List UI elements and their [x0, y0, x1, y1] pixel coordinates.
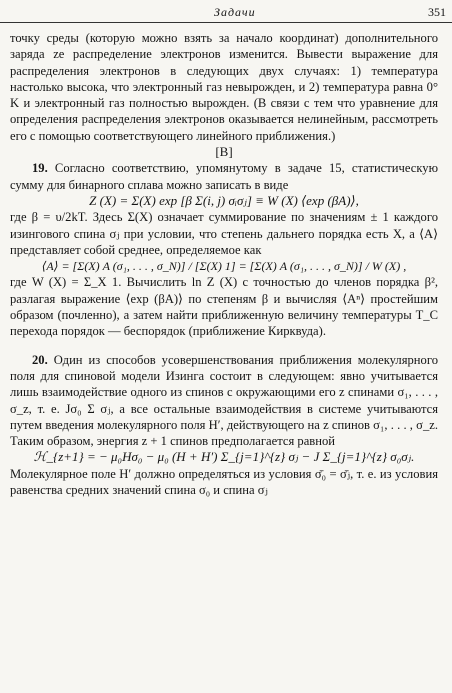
page-body	[10, 30, 438, 498]
problem-19-number: 19.	[32, 161, 48, 176]
problem-20-number: 20.	[32, 352, 48, 367]
running-header	[0, 4, 452, 23]
equation-partition-function: Z (X) = Σ(X) exp [β Σ(i, j) σᵢσⱼ] ≡ W (X) ⟨exp (βA)⟩,	[89, 192, 359, 208]
problem-19-task: где W (X) = Σ_X 1. Вычислить ln Z (X) с точностью до членов порядка β², разлагая выражение ⟨exp (βA)⟩ по степеням β и вычисляя ⟨Aⁿ⟩ простейшим образом (почленно), а затем найти приближенную величину температуры T_C перехода порядок — беспорядок (приближение Кирквуда).	[10, 275, 438, 339]
page-number: 351	[428, 5, 446, 19]
problem-20-condition: Молекулярное поле H′ должно определяться из условия σ̄₀ = σ̄ⱼ, т. е. из условия равенства средних значений спина σ₀ и спина σⱼ	[10, 466, 438, 498]
problem-20	[10, 352, 438, 450]
problem-19	[10, 160, 438, 193]
problem-19-text: Согласно соответствию, упомянутому в задаче 15, статистическую сумму для бинарного сплава можно записать в виде	[10, 161, 438, 192]
equation-average: ⟨A⟩ = [Σ(X) A (σ₁, . . . , σ_N)] / [Σ(X) 1] = [Σ(X) A (σ₁, . . . , σ_N)] / W (X) ,	[41, 259, 407, 274]
equation-energy: ℋ_{z+1} = − μ₀Hσ₀ − μ₀ (H + H′) Σ_{j=1}^{z} σⱼ − J Σ_{j=1}^{z} σ₀σⱼ.	[33, 449, 415, 465]
section-marker: [B]	[215, 144, 233, 160]
problem-20-text: Один из способов усовершенствования приближения молекулярного поля для спиновой модели Изинга состоит в следующем: явно учитывается лишь взаимодействие одного из спинов с окружающими его z спинами σ₁, . . . , σ_z, т. е. Jσ₀ Σ σⱼ, а все остальные взаимодействия в системе учитываются путем введения молекулярного поля H′, действующего на z спинов σ₁, . . . , σ_z. Таким образом, энергия z + 1 спинов предполагается равной	[10, 352, 438, 449]
header-title: Задачи	[214, 5, 256, 19]
paragraph-continued: точку среды (которую можно взять за начало координат) дополнительного заряда ze распределение электронов изменится. Вывести выражение для распределения электронов в следующих двух случаях: 1) температура настолько высока, что электронный газ невырожден, и 2) температура равна 0° K и электронный газ полностью вырожден. (В связи с тем что уравнение для определения распределения электронов оказывается нелинейным, рассмотреть его с помощью соответствующего линейного приближения.)	[10, 31, 438, 143]
problem-19-definition: где β = υ/2kT. Здесь Σ(X) означает суммирование по значениям ± 1 каждого изингового спина σⱼ при условии, что степень дальнего порядка есть X, а ⟨A⟩ представляет собой среднее, определяемое как	[10, 210, 438, 257]
